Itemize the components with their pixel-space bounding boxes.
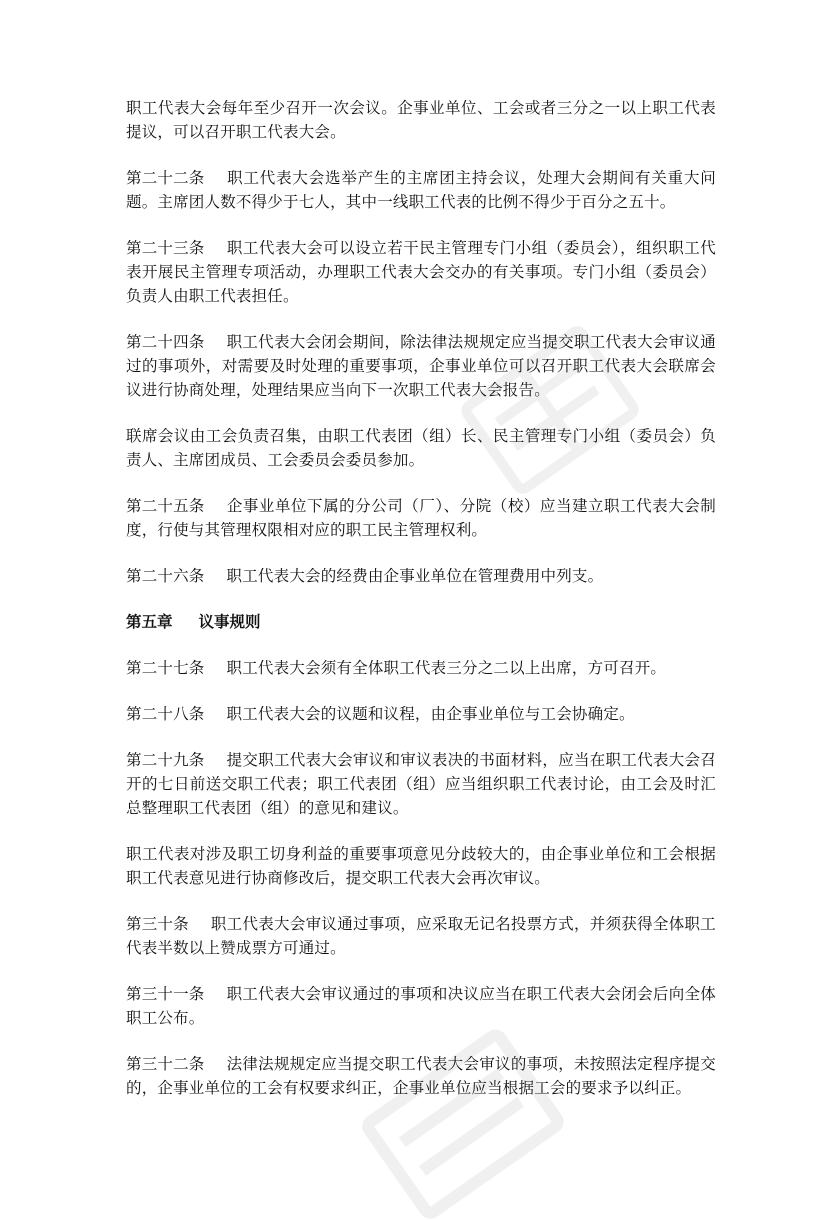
article-text: 职工代表大会的议题和议程，由企事业单位与工会协确定。 bbox=[226, 705, 635, 723]
article-number: 第二十二条 bbox=[126, 169, 205, 187]
paragraph-text: 职工代表大会每年至少召开一次会议。企事业单位、工会或者三分之一以上职工代表提议，可以召开职工代表大会。 bbox=[126, 99, 716, 141]
article-26 bbox=[126, 564, 716, 588]
paragraph-text: 职工代表对涉及职工切身利益的重要事项意见分歧较大的，由企事业单位和工会根据职工代表意见进行协商修改后，提交职工代表大会再次审议。 bbox=[126, 845, 716, 887]
article-22 bbox=[126, 166, 716, 214]
chapter-heading bbox=[126, 610, 716, 634]
paragraph bbox=[126, 842, 716, 890]
article-number: 第二十八条 bbox=[126, 705, 205, 723]
paragraph bbox=[126, 96, 716, 144]
article-text: 法律法规规定应当提交职工代表大会审议的事项，未按照法定程序提交的，企事业单位的工会有权要求纠正，企事业单位应当根据工会的要求予以纠正。 bbox=[126, 1055, 716, 1097]
article-number: 第二十四条 bbox=[126, 333, 205, 351]
article-25 bbox=[126, 494, 716, 542]
article-text: 企事业单位下属的分公司（厂）、分院（校）应当建立职工代表大会制度，行使与其管理权限相对应的职工民主管理权利。 bbox=[126, 497, 716, 539]
article-number: 第三十条 bbox=[126, 915, 189, 933]
article-28 bbox=[126, 702, 716, 726]
article-30 bbox=[126, 912, 716, 960]
article-text: 职工代表大会的经费由企事业单位在管理费用中列支。 bbox=[226, 567, 604, 585]
paragraph-text: 联席会议由工会负责召集，由职工代表团（组）长、民主管理专门小组（委员会）负责人、主席团成员、工会委员会委员参加。 bbox=[126, 427, 716, 469]
article-text: 职工代表大会闭会期间，除法律法规规定应当提交职工代表大会审议通过的事项外，对需要及时处理的重要事项，企事业单位可以召开职工代表大会联席会议进行协商处理，处理结果应当向下一次职工代表大会报告。 bbox=[126, 333, 716, 399]
article-text: 职工代表大会审议通过的事项和决议应当在职工代表大会闭会后向全体职工公布。 bbox=[126, 985, 716, 1027]
article-number: 第三十一条 bbox=[126, 985, 205, 1003]
chapter-title: 议事规则 bbox=[198, 612, 261, 631]
article-number: 第二十三条 bbox=[126, 239, 205, 257]
article-text: 职工代表大会选举产生的主席团主持会议，处理大会期间有关重大问题。主席团人数不得少于七人，其中一线职工代表的比例不得少于百分之五十。 bbox=[126, 169, 716, 211]
article-number: 第二十六条 bbox=[126, 567, 205, 585]
chapter-number: 第五章 bbox=[126, 612, 173, 631]
article-text: 职工代表大会可以设立若干民主管理专门小组（委员会），组织职工代表开展民主管理专项活动，办理职工代表大会交办的有关事项。专门小组（委员会）负责人由职工代表担任。 bbox=[126, 239, 716, 305]
article-number: 第二十九条 bbox=[126, 751, 205, 769]
paragraph bbox=[126, 424, 716, 472]
article-27 bbox=[126, 656, 716, 680]
article-number: 第二十七条 bbox=[126, 659, 205, 677]
article-text: 提交职工代表大会审议和审议表决的书面材料，应当在职工代表大会召开的七日前送交职工代表；职工代表团（组）应当组织职工代表讨论，由工会及时汇总整理职工代表团（组）的意见和建议。 bbox=[126, 751, 716, 817]
article-24 bbox=[126, 330, 716, 402]
article-32 bbox=[126, 1052, 716, 1100]
article-31 bbox=[126, 982, 716, 1030]
document-body bbox=[126, 96, 716, 1122]
article-text: 职工代表大会审议通过事项，应采取无记名投票方式，并须获得全体职工代表半数以上赞成票方可通过。 bbox=[126, 915, 716, 957]
article-number: 第二十五条 bbox=[126, 497, 205, 515]
article-29 bbox=[126, 748, 716, 820]
article-23 bbox=[126, 236, 716, 308]
article-number: 第三十二条 bbox=[126, 1055, 205, 1073]
article-text: 职工代表大会须有全体职工代表三分之二以上出席，方可召开。 bbox=[226, 659, 667, 677]
